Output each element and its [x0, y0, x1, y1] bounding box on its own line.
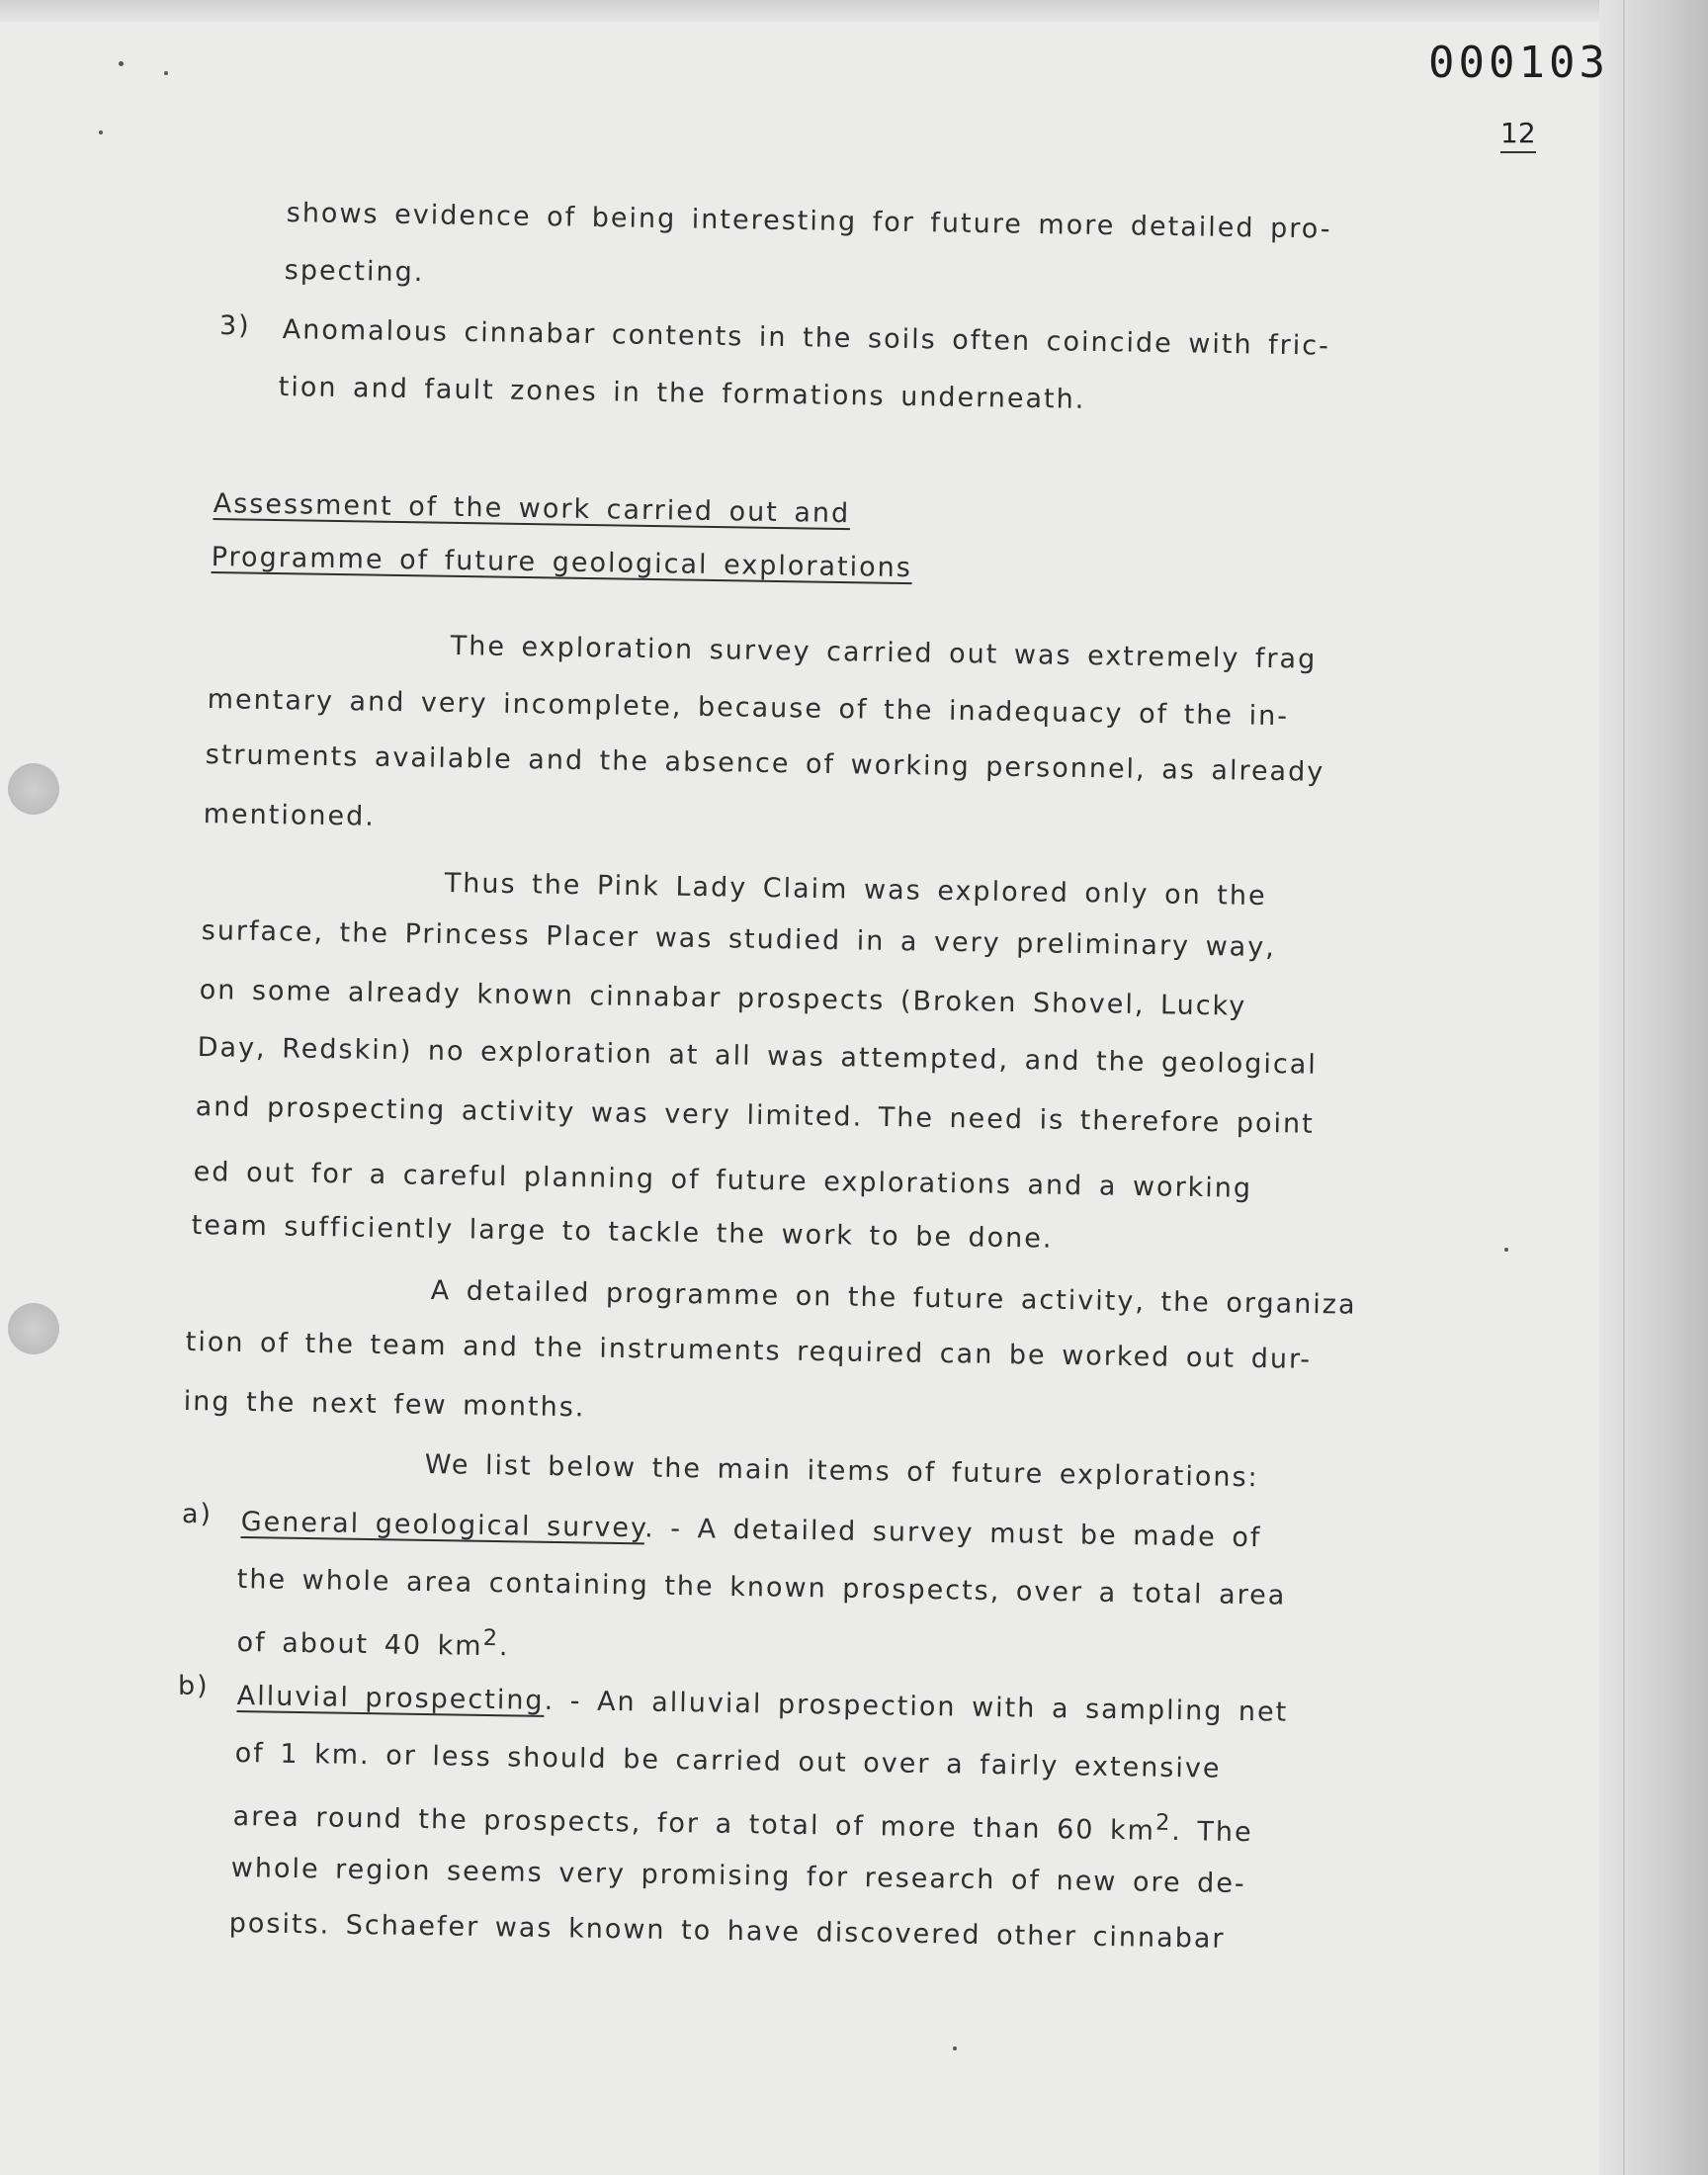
item-a-area-text: of about 40 km	[236, 1626, 483, 1662]
scan-speck	[99, 130, 103, 134]
item-b-area-text: area round the prospects, for a total of more than 60 km	[232, 1800, 1156, 1847]
item-3-line-1: Anomalous cinnabar contents in the soils often coincide with fric-	[282, 314, 1331, 362]
para-1-line-3: struments available and the absence of working personnel, as already	[205, 740, 1325, 788]
scan-top-edge	[0, 0, 1708, 22]
para-3-line-3: ing the next few months.	[183, 1386, 586, 1424]
scan-edge-line	[1623, 0, 1625, 2175]
para-2-line-3: on some already known cinnabar prospects (Broken Shovel, Lucky	[199, 975, 1247, 1022]
item-a-area-end: .	[498, 1631, 510, 1663]
section-heading-line-2: Programme of future geological explorations	[211, 542, 913, 584]
item-a-title: General geological survey	[240, 1507, 645, 1544]
para-2-line-1: Thus the Pink Lady Claim was explored only on the	[444, 868, 1267, 913]
punch-hole-upper	[8, 763, 59, 815]
para-2-line-7: team sufficiently large to tackle the work to be done.	[191, 1210, 1054, 1255]
list-intro: We list below the main items of future explorations:	[424, 1449, 1259, 1494]
section-heading-line-1: Assessment of the work carried out and	[213, 488, 851, 530]
para-2-line-5: and prospecting activity was very limited. The need is therefore point	[195, 1091, 1315, 1140]
item-b-marker: b)	[178, 1671, 210, 1701]
item-b-text: . - An alluvial prospection with a sampling net	[544, 1685, 1289, 1728]
para-3-line-2: tion of the team and the instruments required can be worked out dur-	[185, 1327, 1313, 1375]
item-3-line-2: tion and fault zones in the formations underneath.	[278, 372, 1086, 415]
scan-speck	[1504, 1248, 1508, 1252]
item-a-area-superscript: 2	[482, 1624, 500, 1652]
item-b-line-1	[237, 1681, 1289, 1728]
intro-line-2: specting.	[284, 255, 425, 289]
item-a-line-2: the whole area containing the known prospects, over a total area	[236, 1564, 1287, 1611]
para-2-line-2: surface, the Princess Placer was studied in a very preliminary way,	[201, 915, 1277, 964]
item-b-line-4: whole region seems very promising for research of new ore de-	[230, 1853, 1246, 1900]
item-a-line-3	[236, 1621, 509, 1662]
item-b-title: Alluvial prospecting	[236, 1681, 545, 1716]
scan-right-edge	[1599, 0, 1708, 2175]
item-b-area-superscript: 2	[1154, 1809, 1172, 1836]
para-1-line-2: mentary and very incomplete, because of the inadequacy of the in-	[207, 684, 1290, 733]
item-b-area-end: . The	[1171, 1815, 1253, 1849]
item-a-marker: a)	[182, 1499, 214, 1529]
intro-line-1: shows evidence of being interesting for future more detailed pro-	[286, 198, 1332, 245]
para-2-line-6: ed out for a careful planning of future explorations and a working	[193, 1157, 1253, 1204]
item-b-line-2: of 1 km. or less should be carried out over a fairly extensive	[234, 1738, 1222, 1784]
item-3-marker: 3)	[219, 310, 251, 341]
document-id-stamp: 000103	[1428, 38, 1609, 88]
para-3-line-1: A detailed programme on the future activity, the organiza	[430, 1275, 1357, 1321]
scan-speck	[164, 71, 168, 75]
item-b-line-5: posits. Schaefer was known to have discovered other cinnabar	[228, 1908, 1226, 1955]
item-b-line-3	[232, 1795, 1253, 1848]
item-a-line-1	[241, 1507, 1262, 1553]
para-1-line-4: mentioned.	[203, 799, 377, 832]
page-number: 12	[1500, 117, 1536, 153]
item-a-text: . - A detailed survey must be made of	[643, 1513, 1262, 1554]
scan-speck	[953, 2046, 957, 2050]
para-1-line-1: The exploration survey carried out was extremely frag	[450, 631, 1318, 675]
scan-speck	[119, 61, 124, 66]
para-2-line-4: Day, Redskin) no exploration at all was attempted, and the geological	[197, 1032, 1319, 1081]
punch-hole-lower	[8, 1303, 59, 1354]
